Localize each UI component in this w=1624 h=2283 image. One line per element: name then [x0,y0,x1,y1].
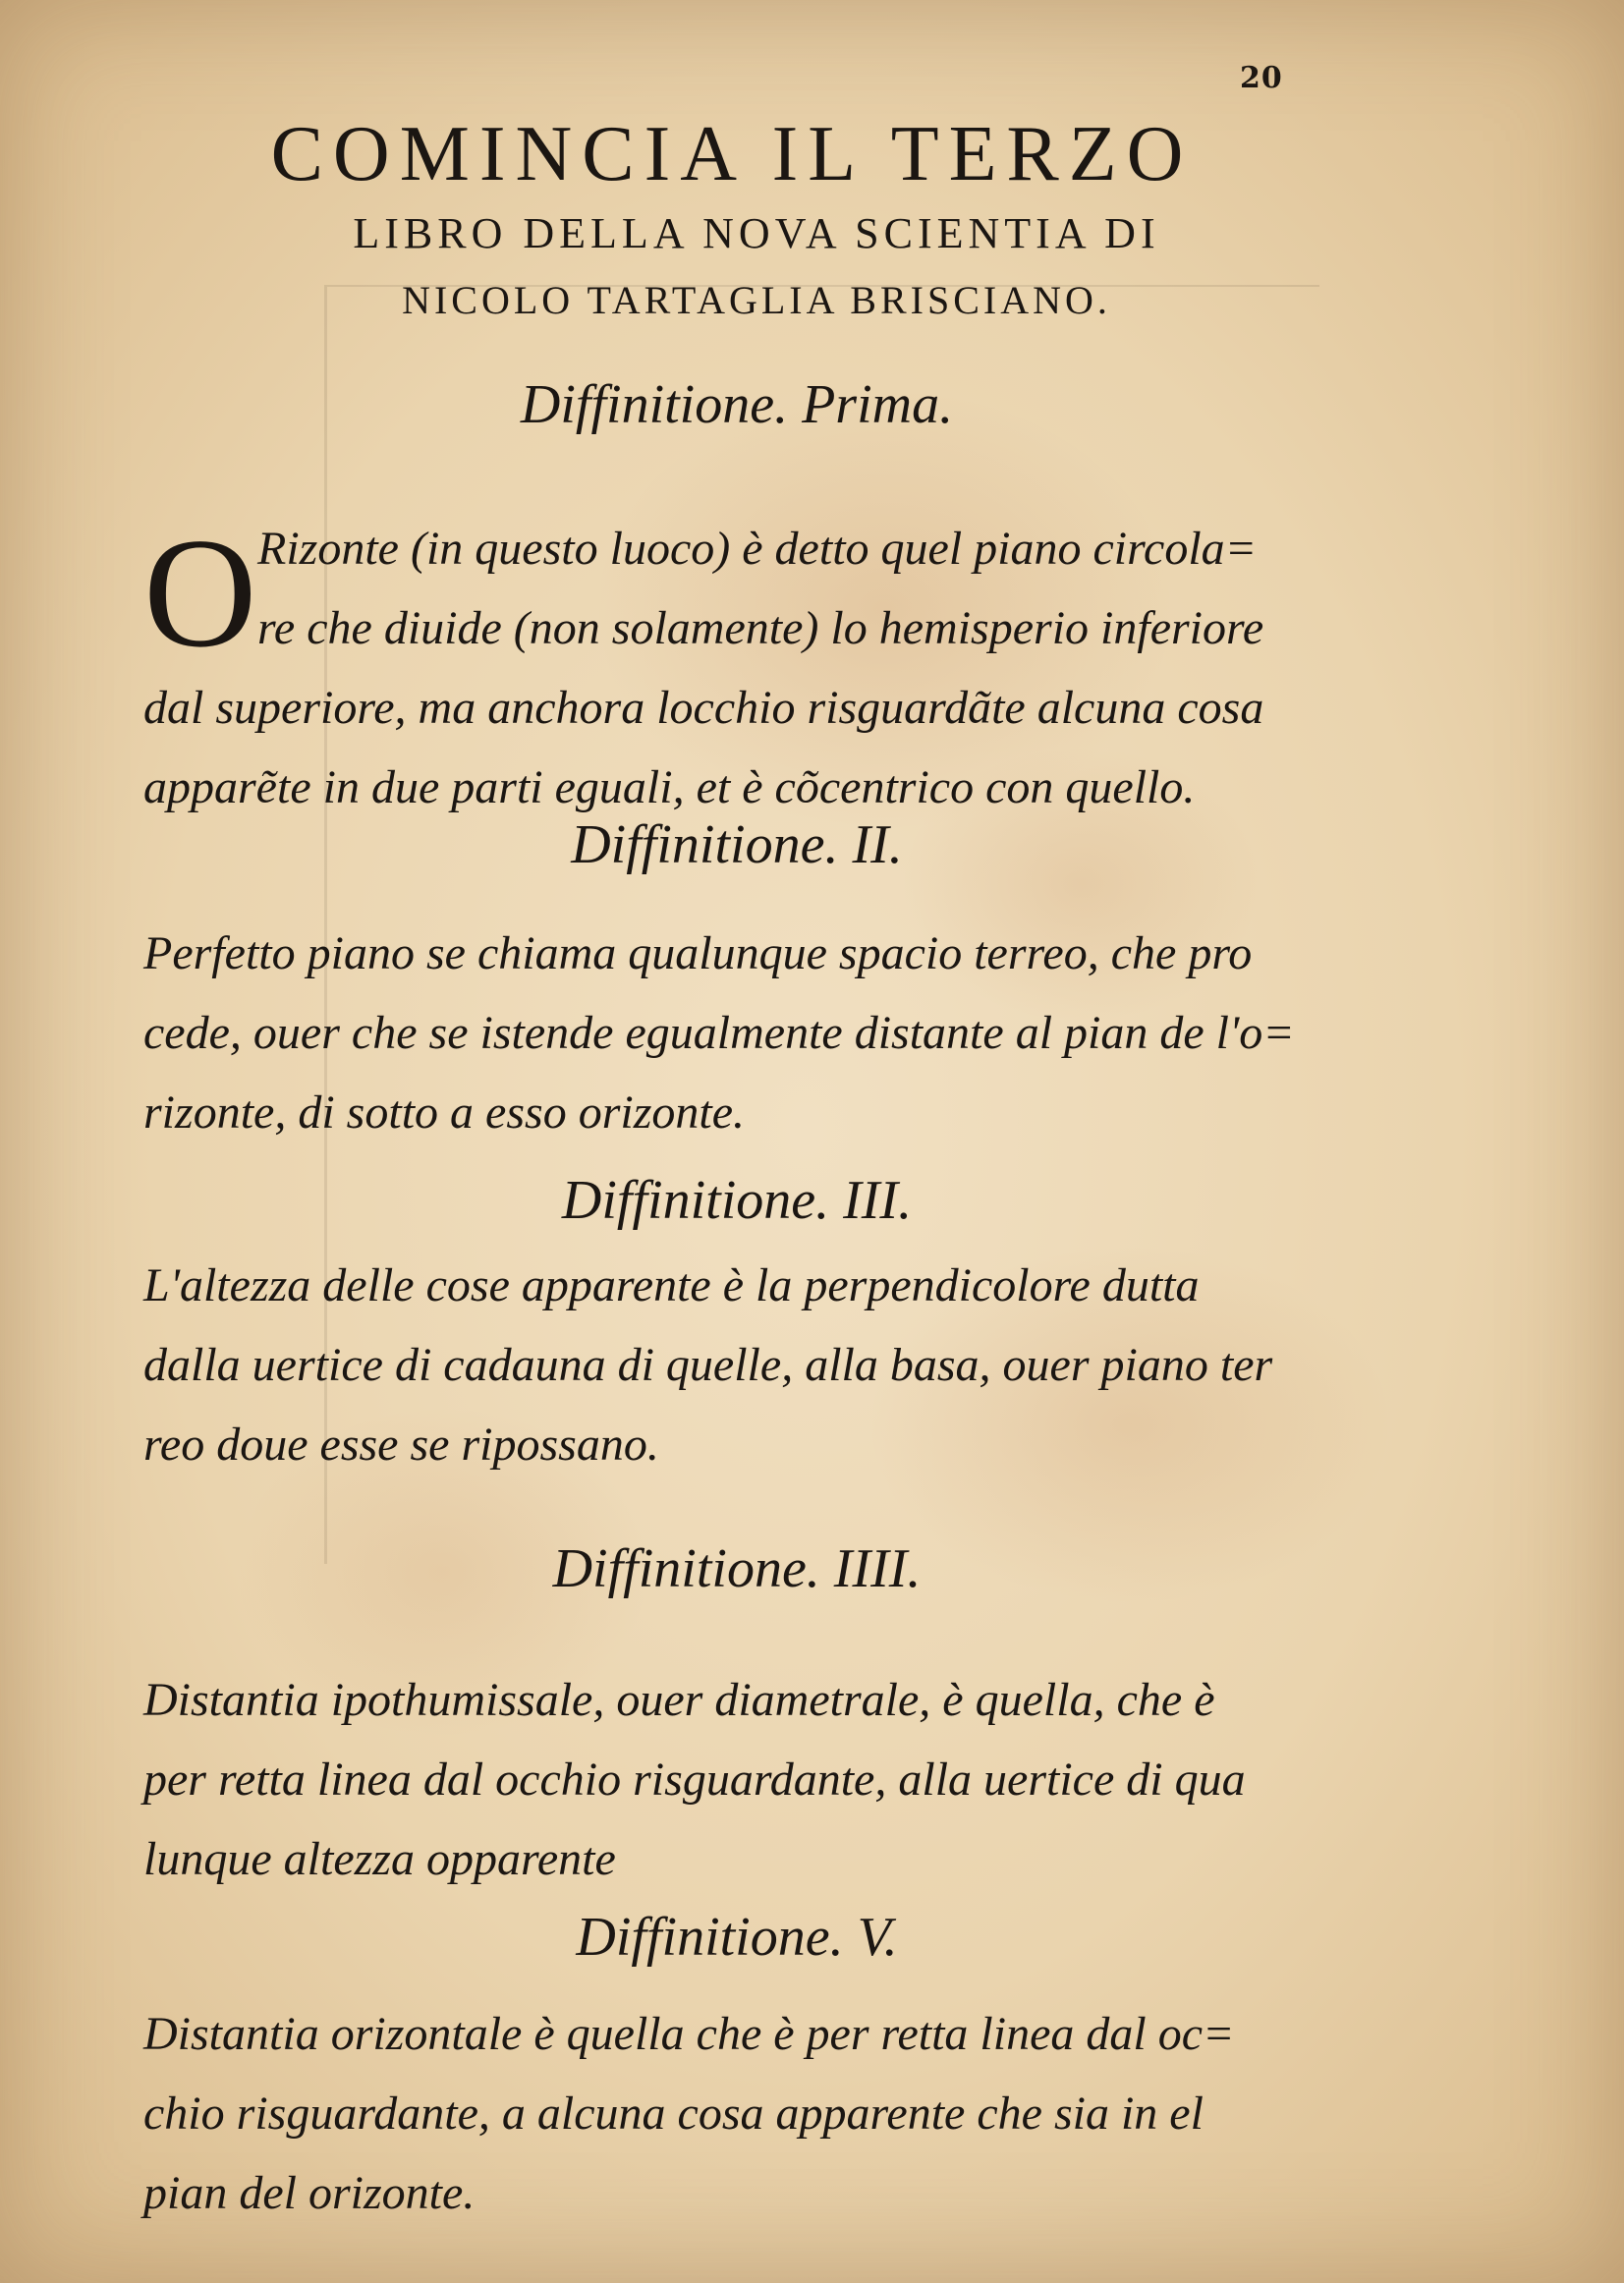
definition-4-text [143,1660,1322,1899]
definition-4-title: Diffinitione. IIII. [552,1538,922,1599]
text-line: pian del orizonte. [143,2167,476,2219]
definition-3-title: Diffinitione. III. [561,1170,913,1231]
text-line: per retta linea dal occhio risguardante, alla uertice di qua [143,1754,1246,1806]
text-line: rizonte, di sotto a esso orizonte. [143,1086,746,1139]
heading-line-1: COMINCIA IL TERZO [270,111,1194,197]
text-line: apparẽte in due parti eguali, et è cõcentrico con quello. [143,761,1196,813]
definition-5-title: Diffinitione. V. [576,1907,898,1968]
definition-1-text [143,509,1328,827]
definition-3-text [143,1246,1322,1484]
folio-number: 20 [1240,61,1283,95]
text-line: Rizonte (in questo luoco) è detto quel piano circola= [257,523,1258,575]
drop-cap-initial: O [143,505,257,680]
text-line: cede, ouer che se istende egualmente distante al pian de l'o= [143,1007,1295,1059]
text-line: lunque altezza opparente [143,1833,616,1885]
text-line: chio risguardante, a alcuna cosa apparente che sia in el [143,2088,1204,2140]
text-line: Perfetto piano se chiama qualunque spacio terreo, che pro [143,927,1253,979]
text-line: re che diuide (non solamente) lo hemisperio inferiore [257,602,1264,654]
text-line: Distantia ipothumissale, ouer diametrale, è quella, che è [143,1674,1215,1726]
text-line: L'altezza delle cose apparente è la perpendicolore dutta [143,1259,1200,1311]
text-line: dalla uertice di cadauna di quelle, alla basa, ouer piano ter [143,1339,1273,1391]
text-line: dal superiore, ma anchora locchio risguardãte alcuna cosa [143,682,1264,734]
text-line: reo doue esse se ripossano. [143,1419,659,1471]
definition-5-text [143,1994,1322,2233]
heading-line-2: LIBRO DELLA NOVA SCIENTIA DI [353,209,1160,257]
definition-1-title: Diffinitione. Prima. [520,374,954,435]
definition-2-title: Diffinitione. II. [571,814,903,875]
text-line: Distantia orizontale è quella che è per retta linea dal oc= [143,2008,1235,2060]
heading-line-3: NICOLO TARTAGLIA BRISCIANO. [402,278,1111,322]
definition-2-text [143,914,1322,1152]
